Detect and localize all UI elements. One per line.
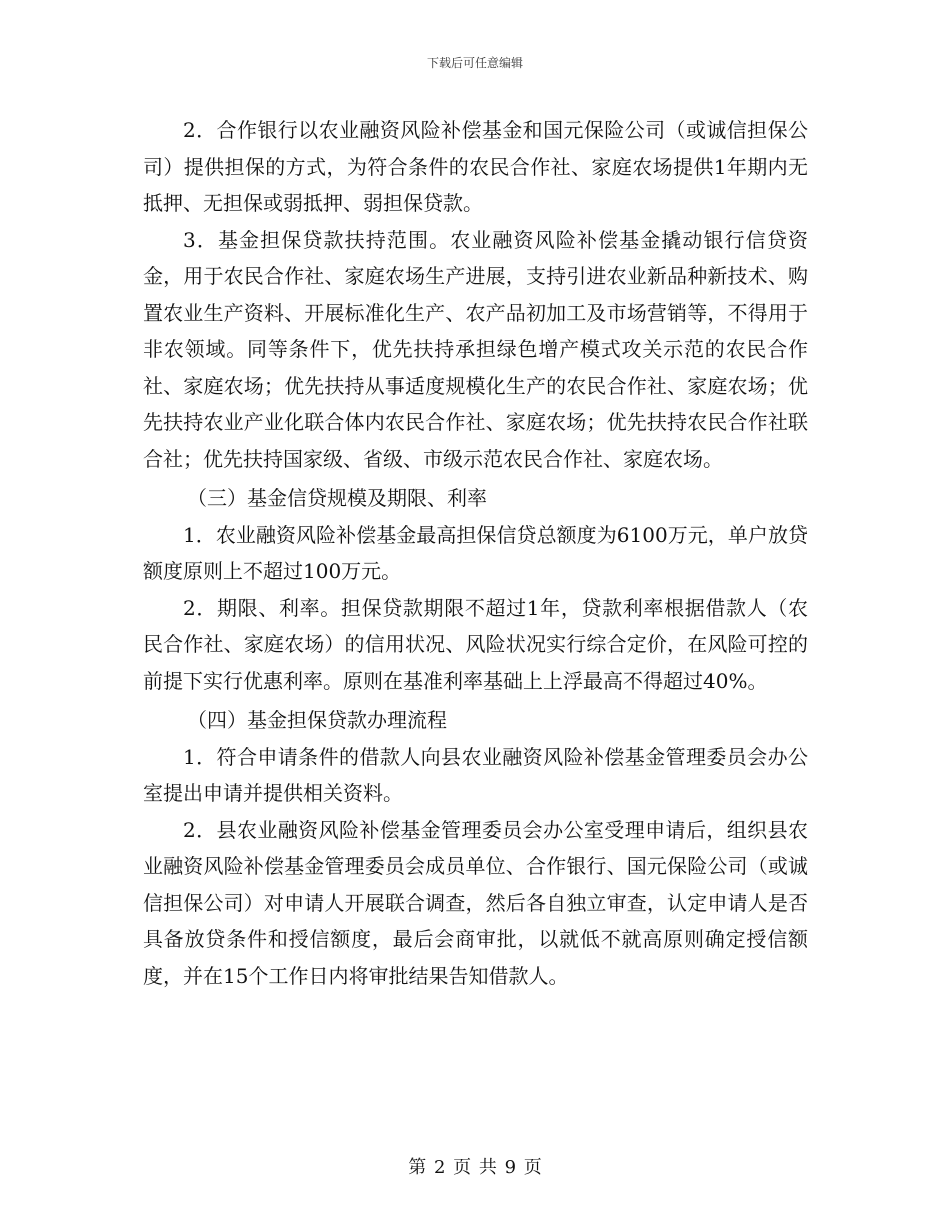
page-footer: 第 2 页 共 9 页 — [408, 1157, 542, 1178]
section-heading-credit-scale: （三）基金信贷规模及期限、利率 — [187, 486, 487, 510]
page-header: 下载后可任意编辑 — [426, 56, 523, 70]
document-body — [143, 112, 808, 994]
section-heading-process: （四）基金担保贷款办理流程 — [187, 708, 447, 732]
paragraph-term-rate: 2．期限、利率。担保贷款期限不超过1年，贷款利率根据借款人（农民合作社、家庭农场）的信用状况、风险状况实行综合定价，在风险可控的前提下实行优惠利率。原则在基准利率基础上上浮最高不得超过40%。 — [143, 595, 808, 693]
paragraph-process-step-1: 1．符合申请条件的借款人向县农业融资风险补偿基金管理委员会办公室提出申请并提供相关资料。 — [143, 744, 808, 805]
paragraph-credit-limit: 1．农业融资风险补偿基金最高担保信贷总额度为6100万元，单户放贷额度原则上不超过100万元。 — [143, 522, 808, 583]
paragraph-process-step-2: 2．县农业融资风险补偿基金管理委员会办公室受理申请后，组织县农业融资风险补偿基金管理委员会成员单位、合作银行、国元保险公司（或诚信担保公司）对申请人开展联合调查，然后各自独立审查，认定申请人是否具备放贷条件和授信额度，最后会商审批，以就低不就高原则确定授信额度，并在15个工作日内将审批结果告知借款人。 — [143, 817, 808, 988]
paragraph-3-support-scope: 3．基金担保贷款扶持范围。农业融资风险补偿基金撬动银行信贷资金，用于农民合作社、家庭农场生产进展，支持引进农业新品种新技术、购置农业生产资料、开展标准化生产、农产品初加工及市场营销等，不得用于非农领域。同等条件下，优先扶持承担绿色增产模式攻关示范的农民合作社、家庭农场；优先扶持从事适度规模化生产的农民合作社、家庭农场；优先扶持农业产业化联合体内农民合作社、家庭农场；优先扶持农民合作社联合社；优先扶持国家级、省级、市级示范农民合作社、家庭农场。 — [143, 227, 808, 471]
paragraph-2-guarantee-method: 2．合作银行以农业融资风险补偿基金和国元保险公司（或诚信担保公司）提供担保的方式，为符合条件的农民合作社、家庭农场提供1年期内无抵押、无担保或弱抵押、弱担保贷款。 — [143, 118, 808, 215]
